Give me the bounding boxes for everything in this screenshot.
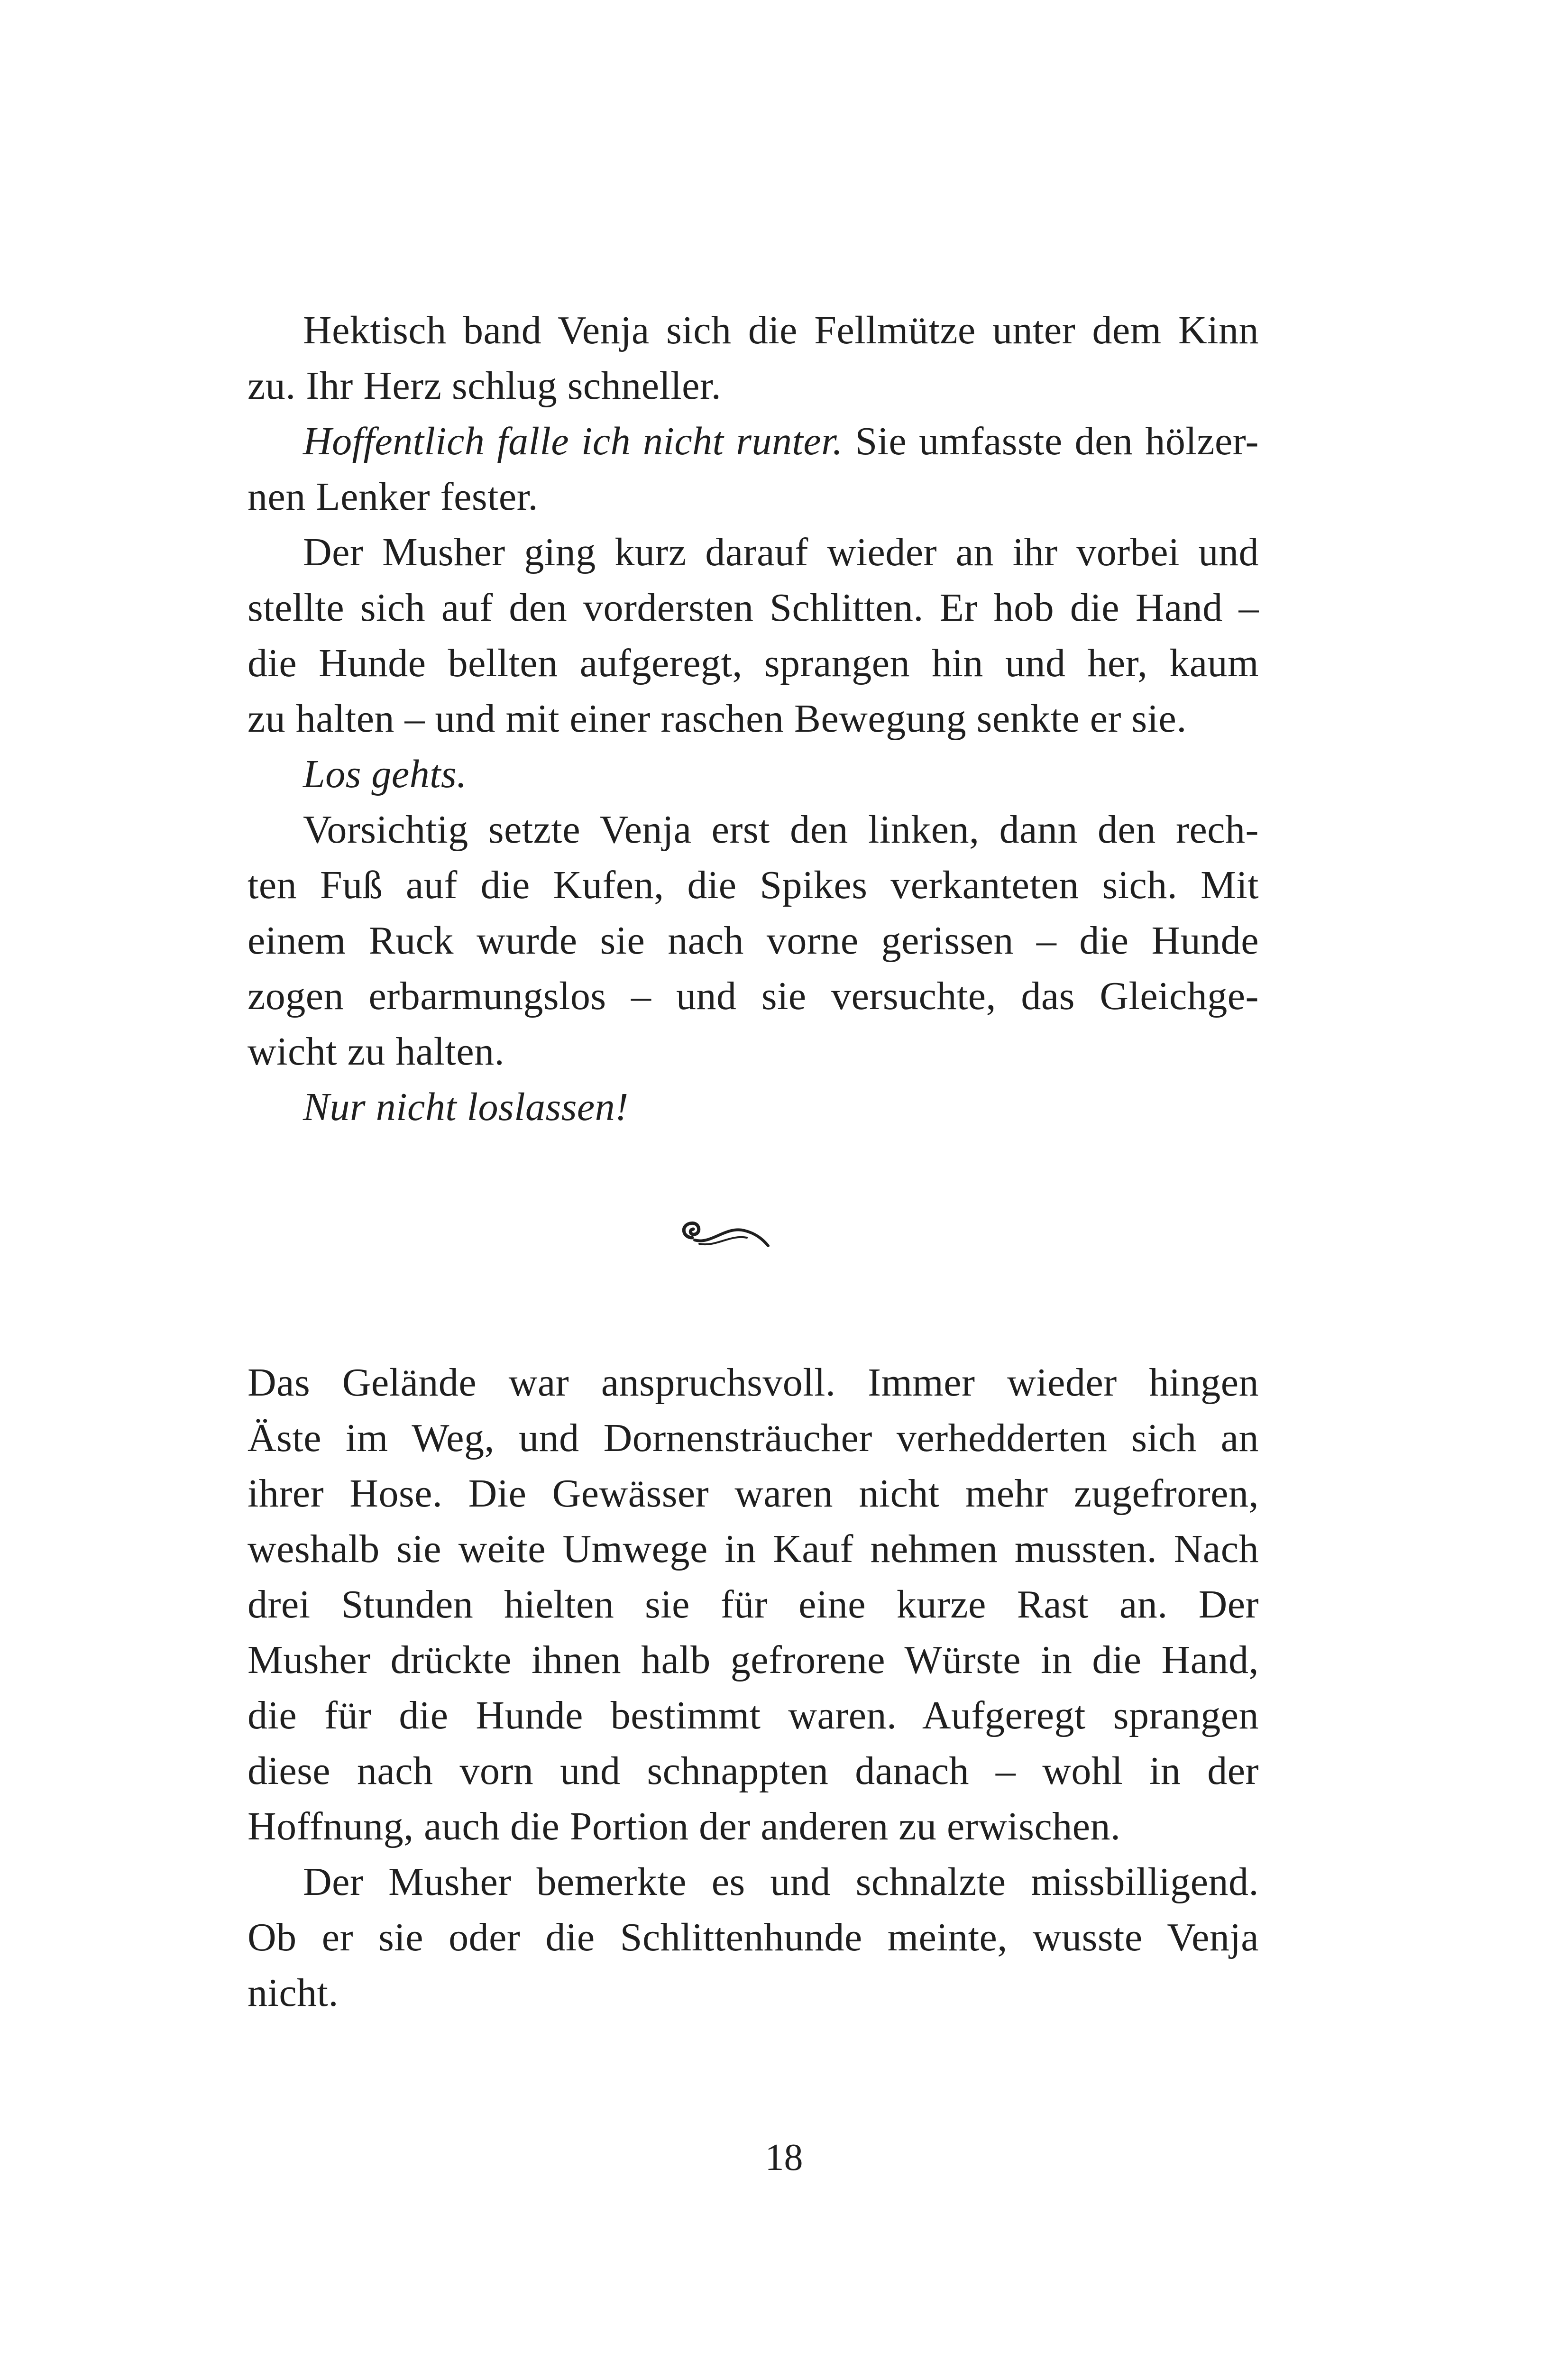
text-line xyxy=(192,524,1259,580)
text-line xyxy=(192,857,1259,913)
text-run: wicht zu halten. xyxy=(248,1029,505,1074)
text-section-2 xyxy=(192,1355,1259,2021)
text-run: die Hunde bellten aufgeregt, sprangen hin und her, kaum xyxy=(248,641,1259,685)
text-line xyxy=(192,469,1259,524)
text-run: Das Gelände war anspruchsvoll. Immer wieder hingen xyxy=(248,1360,1259,1405)
text-run: Hoffnung, auch die Portion der anderen zu erwischen. xyxy=(248,1804,1121,1848)
text-line xyxy=(192,691,1259,746)
text-line xyxy=(192,1521,1259,1577)
text-run: stellte sich auf den vordersten Schlitten. Er hob die Hand – xyxy=(248,586,1259,630)
page-number: 18 xyxy=(765,2137,803,2178)
paragraph xyxy=(192,524,1259,746)
paragraph xyxy=(192,1079,1259,1135)
text-run: Ob er sie oder die Schlittenhunde meinte, wusste Venja xyxy=(248,1915,1259,1959)
text-line xyxy=(192,1965,1259,2021)
text-run: weshalb sie weite Umwege in Kauf nehmen mussten. Nach xyxy=(248,1527,1259,1571)
text-line xyxy=(192,1079,1259,1135)
text-line xyxy=(192,358,1259,414)
text-line xyxy=(192,746,1259,802)
text-run: Musher drückte ihnen halb gefrorene Würste in die Hand, xyxy=(248,1638,1259,1682)
text-run: Der Musher bemerkte es und schnalzte missbilligend. xyxy=(303,1860,1259,1904)
text-run: nen Lenker fester. xyxy=(248,475,539,519)
text-section-1 xyxy=(192,303,1259,1135)
text-line xyxy=(192,968,1259,1024)
text-line xyxy=(192,414,1259,469)
text-line xyxy=(192,1410,1259,1466)
text-line xyxy=(192,913,1259,968)
text-line xyxy=(192,1799,1259,1854)
text-run: Hektisch band Venja sich die Fellmütze unter dem Kinn xyxy=(303,308,1259,352)
italic-text: Nur nicht loslassen! xyxy=(303,1085,629,1129)
text-run: Der Musher ging kurz darauf wieder an ihr vorbei und xyxy=(303,530,1259,574)
text-run: ten Fuß auf die Kufen, die Spikes verkanteten sich. Mit xyxy=(248,863,1259,907)
text-run: diese nach vorn und schnappten danach – wohl in der xyxy=(248,1749,1259,1793)
text-line xyxy=(192,1577,1259,1632)
text-run: nicht. xyxy=(248,1971,339,2015)
text-run: Äste im Weg, und Dornensträucher verhedderten sich an xyxy=(248,1416,1259,1460)
text-run: die für die Hunde bestimmt waren. Aufgeregt sprangen xyxy=(248,1693,1259,1737)
text-run: ihrer Hose. Die Gewässer waren nicht mehr zugefroren, xyxy=(248,1471,1259,1516)
italic-text: Hoffentlich falle ich nicht runter. xyxy=(303,419,843,463)
text-run: zogen erbarmungslos – und sie versuchte, das Gleichge- xyxy=(248,974,1259,1018)
text-run: einem Ruck wurde sie nach vorne gerissen – die Hunde xyxy=(248,919,1259,963)
text-run: Sie umfasste den hölzer- xyxy=(843,419,1259,463)
text-line xyxy=(192,303,1259,358)
text-line xyxy=(192,1466,1259,1521)
paragraph xyxy=(192,303,1259,414)
paragraph xyxy=(192,1355,1259,1854)
text-line xyxy=(192,1355,1259,1410)
text-line xyxy=(192,635,1259,691)
paragraph xyxy=(192,802,1259,1079)
text-run: drei Stunden hielten sie für eine kurze Rast an. Der xyxy=(248,1582,1259,1627)
text-line xyxy=(192,580,1259,635)
text-line xyxy=(192,1632,1259,1688)
text-line xyxy=(192,1854,1259,1910)
text-run: zu halten – und mit einer raschen Bewegung senkte er sie. xyxy=(248,697,1187,741)
text-line xyxy=(192,1688,1259,1743)
text-line xyxy=(192,802,1259,857)
text-line xyxy=(192,1024,1259,1079)
paragraph xyxy=(192,1854,1259,2021)
text-line xyxy=(192,1910,1259,1965)
text-run: zu. Ihr Herz schlug schneller. xyxy=(248,364,722,408)
paragraph xyxy=(192,414,1259,524)
paragraph xyxy=(192,746,1259,802)
swirl-ornament-icon xyxy=(673,1212,773,1254)
italic-text: Los gehts. xyxy=(303,752,467,796)
text-run: Vorsichtig setzte Venja erst den linken, dann den rech- xyxy=(303,808,1259,852)
text-line xyxy=(192,1743,1259,1799)
